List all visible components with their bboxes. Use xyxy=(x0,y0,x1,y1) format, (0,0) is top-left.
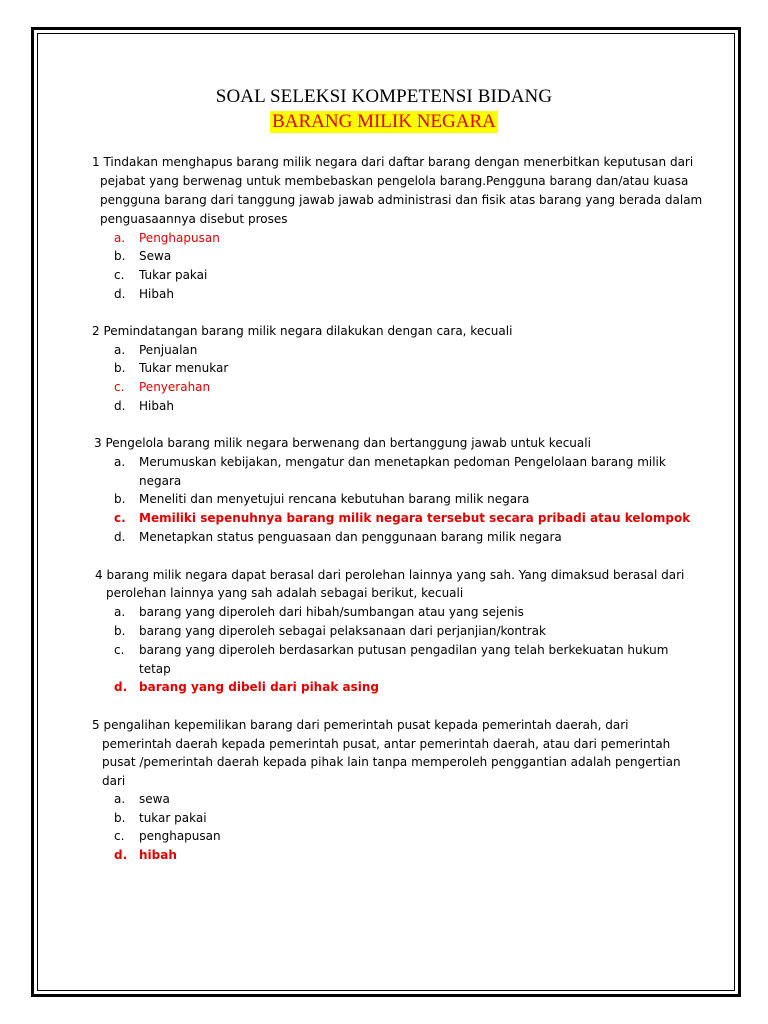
option-text: Merumuskan kebijakan, mengatur dan menetapkan pedoman Pengelolaan barang milik xyxy=(139,455,666,469)
option-text: Hibah xyxy=(139,287,174,301)
option-text: barang yang dibeli dari pihak asing xyxy=(139,680,379,694)
option-letter: b. xyxy=(114,361,126,375)
option-text: Hibah xyxy=(139,399,174,413)
option-text: tukar pakai xyxy=(139,811,207,825)
option-letter: b. xyxy=(114,249,126,263)
option-letter: a. xyxy=(114,455,126,469)
option-letter: d. xyxy=(114,399,126,413)
question-3-line-1: 3 Pengelola barang milik negara berwenang dan bertanggung jawab untuk kecuali xyxy=(94,436,591,450)
option-letter: a. xyxy=(114,343,126,357)
option-letter: d. xyxy=(114,848,128,862)
page-title: SOAL SELEKSI KOMPETENSI BIDANG xyxy=(215,86,553,107)
option-text: hibah xyxy=(139,848,177,862)
option-text: barang yang diperoleh sebagai pelaksanaan dari perjanjian/kontrak xyxy=(139,624,546,638)
option-letter: c. xyxy=(114,268,125,282)
question-1-line-1: 1 Tindakan menghapus barang milik negara dari daftar barang dengan menerbitkan keputusan dari xyxy=(92,155,694,169)
question-2-line-1: 2 Pemindatangan barang milik negara dilakukan dengan cara, kecuali xyxy=(92,324,513,338)
option-letter: b. xyxy=(114,811,126,825)
option-text: Menetapkan status penguasaan dan penggunaan barang milik negara xyxy=(139,530,562,544)
option-text: sewa xyxy=(139,792,170,806)
question-1-line-3: pengguna barang dari tanggung jawab jawab administrasi dan fisik atas barang yang berada dalam xyxy=(100,193,703,207)
option-letter: d. xyxy=(114,680,128,694)
option-letter: c. xyxy=(114,511,126,525)
option-letter: b. xyxy=(114,492,126,506)
option-text: Sewa xyxy=(139,249,172,263)
option-letter: d. xyxy=(114,287,126,301)
option-text-continued: negara xyxy=(139,474,182,488)
question-5-line-1: 5 pengalihan kepemilikan barang dari pemerintah pusat kepada pemerintah daerah, dari xyxy=(92,718,629,732)
question-1-line-2: pejabat yang berwenag untuk membebaskan pengelola barang.Pengguna barang dan/atau kuasa xyxy=(100,174,689,188)
option-text: barang yang diperoleh berdasarkan putusan pengadilan yang telah berkekuatan hukum xyxy=(139,643,669,657)
option-letter: a. xyxy=(114,605,126,619)
question-4-line-1: 4 barang milik negara dapat berasal dari perolehan lainnya yang sah. Yang dimaksud berasal dari xyxy=(95,568,685,582)
page-subtitle: BARANG MILIK NEGARA xyxy=(272,111,496,132)
question-5-line-2: pemerintah daerah kepada pemerintah pusat, antar pemerintah daerah, atau dari pemerintah xyxy=(102,737,671,751)
option-text: barang yang diperoleh dari hibah/sumbangan atau yang sejenis xyxy=(139,605,524,619)
question-5-line-4: dari xyxy=(102,774,126,788)
option-text-continued: tetap xyxy=(139,662,171,676)
option-text: Penjualan xyxy=(139,343,198,357)
option-text: Memiliki sepenuhnya barang milik negara tersebut secara pribadi atau kelompok xyxy=(139,511,691,525)
option-text: Tukar menukar xyxy=(139,361,229,375)
option-text: penghapusan xyxy=(139,829,221,843)
question-1-line-4: penguasaannya disebut proses xyxy=(100,212,288,226)
option-letter: d. xyxy=(114,530,126,544)
option-text: Meneliti dan menyetujui rencana kebutuhan barang milik negara xyxy=(139,492,530,506)
option-letter: a. xyxy=(114,792,126,806)
question-5-line-3: pusat /pemerintah daerah kepada pihak lain tanpa memperoleh penggantian adalah pengertian xyxy=(102,755,681,769)
option-text: Tukar pakai xyxy=(139,268,208,282)
option-letter: b. xyxy=(114,624,126,638)
question-4-line-2: perolehan lainnya yang sah adalah sebagai berikut, kecuali xyxy=(106,586,464,600)
option-text: Penghapusan xyxy=(139,231,220,245)
option-letter: c. xyxy=(114,829,125,843)
option-letter: c. xyxy=(114,380,125,394)
option-letter: a. xyxy=(114,231,126,245)
option-letter: c. xyxy=(114,643,125,657)
option-text: Penyerahan xyxy=(139,380,211,394)
